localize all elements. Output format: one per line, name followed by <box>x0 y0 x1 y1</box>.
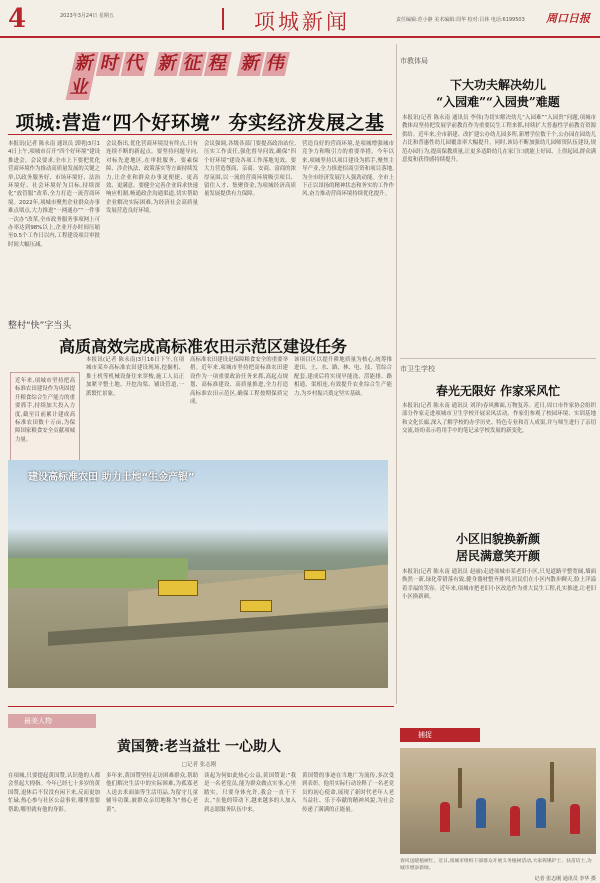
writers-visit-headline[interactable]: 春光无限好 作家采风忙 <box>435 384 561 398</box>
masthead-divider <box>222 8 224 30</box>
byline: □记者 张志刚 <box>181 762 217 768</box>
lead-column-3: 会议强调,各级各部门要提高政治站位,压实工作责任,强化督导问效,确保“四个好环境”建设各项工作落地见效。要大力营造尊商、亲商、安商、富商的浓厚氛围,以一流的营商环境吸引项目、留住人才、集聚资金,为项城经济高质量发展提供有力保障。 <box>204 141 296 198</box>
profile-column-3: 谈起为何如此热心公益,黄国赞说:“我是一名老党员,能为群众做点实事,心里踏实。只要身体允许,我会一直干下去。”在他的带动下,越来越多的人加入到志愿服务队伍中来。 <box>204 773 296 813</box>
banner-char: 业 <box>66 76 94 100</box>
community-headline-line1[interactable]: 小区旧貌换新颜 <box>455 532 540 546</box>
banner-char: 新 <box>237 52 265 76</box>
profile-column-4: 黄国赞的事迹在当地广为流传,多次受到表彰。他用实际行动诠释了一名老党员的初心使命,展现了新时代老年人老当益壮、乐于奉献的精神风貌,为社会传递了满满的正能量。 <box>302 773 394 813</box>
lead-column-2: 会议指出,优化营商环境没有终点,只有连续不断的新起点。要坚持问题导向,对标先进地区,在审批服务、要素保障、涉企执法、政策落实等方面持续发力,让企业和群众办事更便捷、更高效、更满意。要健全完善企业诉求快速响应机制,畅通政企沟通渠道,切实帮助企业解决实际困难,为经济社会高质量发展营造良好环境。 <box>106 141 198 215</box>
snapshot-tag: 捕捉 <box>400 728 480 742</box>
banner-char: 时 <box>96 52 124 76</box>
tree-planting-photo <box>400 748 596 854</box>
editor-credits: 责任编辑:范小静 美术编辑:周华 校对:吕林 电话:6199503 <box>396 17 525 23</box>
section-title: 项城新闻 <box>254 10 350 34</box>
profile-column-2: 多年来,黄国赞坚持走访困难群众,帮助他们解决生活中的实际困难,为孤寡老人送去米面油等生活用品,为留守儿童辅导功课,被群众亲切地称为“热心老黄”。 <box>106 773 198 813</box>
banner-char: 程 <box>204 52 232 76</box>
issue-date: 2023年3月24日 星期五 <box>60 13 114 19</box>
profile-headline[interactable]: 黄国赞:老当益壮 一心助人 <box>116 739 282 755</box>
sidebar-box: 近年来,项城市坚持把高标准农田建设作为巩固提升粮食综合生产能力的重要抓手,持续加大投入力度,截至目前累计建成高标准农田数十万亩,为保障国家粮食安全贡献项城力量。 <box>10 372 80 612</box>
banner-char: 征 <box>179 52 207 76</box>
masthead <box>0 0 600 38</box>
banner-char: 新 <box>154 52 182 76</box>
banner-char: 伟 <box>262 52 290 76</box>
section-label-health-school: 市卫生学校 <box>400 365 435 373</box>
page-number: 4 <box>8 4 27 34</box>
article-headline[interactable]: 高质高效完成高标准农田示范区建设任务 <box>58 337 347 356</box>
photo-caption: 春风送暖植树忙。近日,项城市组织干部群众开展义务植树活动,大家挥锹铲土、扶苗培土,为城市增添新绿。 <box>400 859 592 871</box>
banner-slogan <box>68 52 300 98</box>
lead-headline[interactable]: 项城:营造“四个好环境” 夯实经济发展之基 <box>15 112 385 134</box>
banner-char: 代 <box>121 52 149 76</box>
photo-credit: 记者 张志刚 通讯员 李华 摄 <box>534 876 596 882</box>
lead-column-1: 本报讯(记者 陈永南 通讯员 郭明)3月14日上午,项城市召开“四个好环境”建设推进会。会议要求,全市上下要把优化营商环境作为推动高质量发展的关键之举,以政务服务好、市场环境好、法治环境好、社会环境好为目标,持续深化“放管服”改革,全力打造一流营商环境。2022年,项城市聚焦企业群众办事难点堵点,大力推进“一网通办”“一件事一次办”改革,全市政务服务事项网上可办率达到98%以上,企业开办时间压缩至0.5个工作日以内,工程建设项目审批时间大幅压减。 <box>8 141 100 248</box>
photo-title: 建设高标准农田 助力土地“生金产银” <box>28 472 195 483</box>
community-headline-line2[interactable]: 居民满意笑开颜 <box>455 549 540 563</box>
kindergarten-headline-line1[interactable]: 下大功夫解决幼儿 <box>449 78 546 92</box>
community-body: 本报讯(记者 陈永南 通讯员 赵丽)走进项城市某老旧小区,只见道路平整宽阔,墙面焕然一新,绿化带错落有致,健身器材整齐排列,居民们在小区内散步聊天,脸上洋溢着幸福的笑容。近年来,项城市把老旧小区改造作为重大民生工程,扎实推进,让老旧小区换新颜。 <box>402 569 596 601</box>
kindergarten-body: 本报讯(记者 陈永南 通讯员 李伟)为切实解决幼儿“入园难”“入园贵”问题,项城市教体局坚持把发展学前教育作为重要民生工程来抓,持续扩大普惠性学前教育资源供给。近年来,全市新建、改扩建公办幼儿园多所,新增学位数千个,公办园在园幼儿占比和普惠性幼儿园覆盖率大幅提升。同时,该局不断加强幼儿园师资队伍建设,规范办园行为,提高保教质量,让更多适龄幼儿在家门口就能上好园、上得起园,群众满意度和获得感持续提升。 <box>402 115 596 164</box>
section-label-education: 市教体局 <box>400 57 428 65</box>
profile-column-1: 在项城,只要提起黄国赞,认识他的人都会竖起大拇指。今年已经七十多岁的黄国赞,退休后不仅没有闲下来,反而更加忙碌,热心参与社区公益事业,哪里需要帮助,哪里就有他的身影。 <box>8 773 100 813</box>
article-column-3: 该项目区以提升耕地质量为核心,统筹推进田、土、水、路、林、电、技、管综合配套,建成后将实现旱能浇、涝能排、路相通、渠相连,有效提升农业综合生产能力,为乡村振兴奠定坚实基础。 <box>294 357 392 397</box>
farmland-photo <box>8 460 388 688</box>
column-tag: 最美人物 <box>8 714 96 728</box>
article-kicker: 整村“快”字当头 <box>8 321 72 331</box>
article-column-1: 本报讯(记者 陈永南)3月16日下午,在项城市某乡高标准农田建设现场,挖掘机、推土机等机械设备往来穿梭,施工人员正加紧平整土地、开挖沟渠、铺设管道,一派繁忙景象。 <box>86 357 184 397</box>
headline-rule <box>8 134 392 135</box>
lead-column-4: 营造良好的营商环境,是项城增强城市竞争力和吸引力的重要举措。今年以来,项城坚持以项目建设为抓手,聚焦主导产业,全力推进招商引资和项目落地,为全市经济发展注入强劲动能。全市上下正以昂扬的精神状态和务实的工作作风,奋力推动营商环境持续优化提升。 <box>302 141 394 198</box>
writers-visit-body: 本报讯(记者 陈永南 通讯员 刘洋)春风拂面,万物复苏。近日,周口市作家协会组织部分作家走进项城市卫生学校开展采风活动。作家们参观了校园环境、实训基地和文化长廊,深入了解学校的办学历史、特色专业和育人成果,并与师生进行了亲切交流,纷纷表示将用手中的笔记录学校发展的新变化。 <box>402 403 596 435</box>
banner-char: 新 <box>71 52 99 76</box>
article-column-2: 高标准农田建设是保障粮食安全的重要举措。近年来,项城市坚持把高标准农田建设作为一项重要政治任务来抓,高起点规划、高标准建设、高质量推进,全力打造高标准农田示范区,确保工程按期保质完成。 <box>190 357 288 406</box>
kindergarten-headline-line2[interactable]: “入园难”“入园贵”难题 <box>436 95 560 109</box>
paper-name: 周口日报 <box>546 12 590 25</box>
